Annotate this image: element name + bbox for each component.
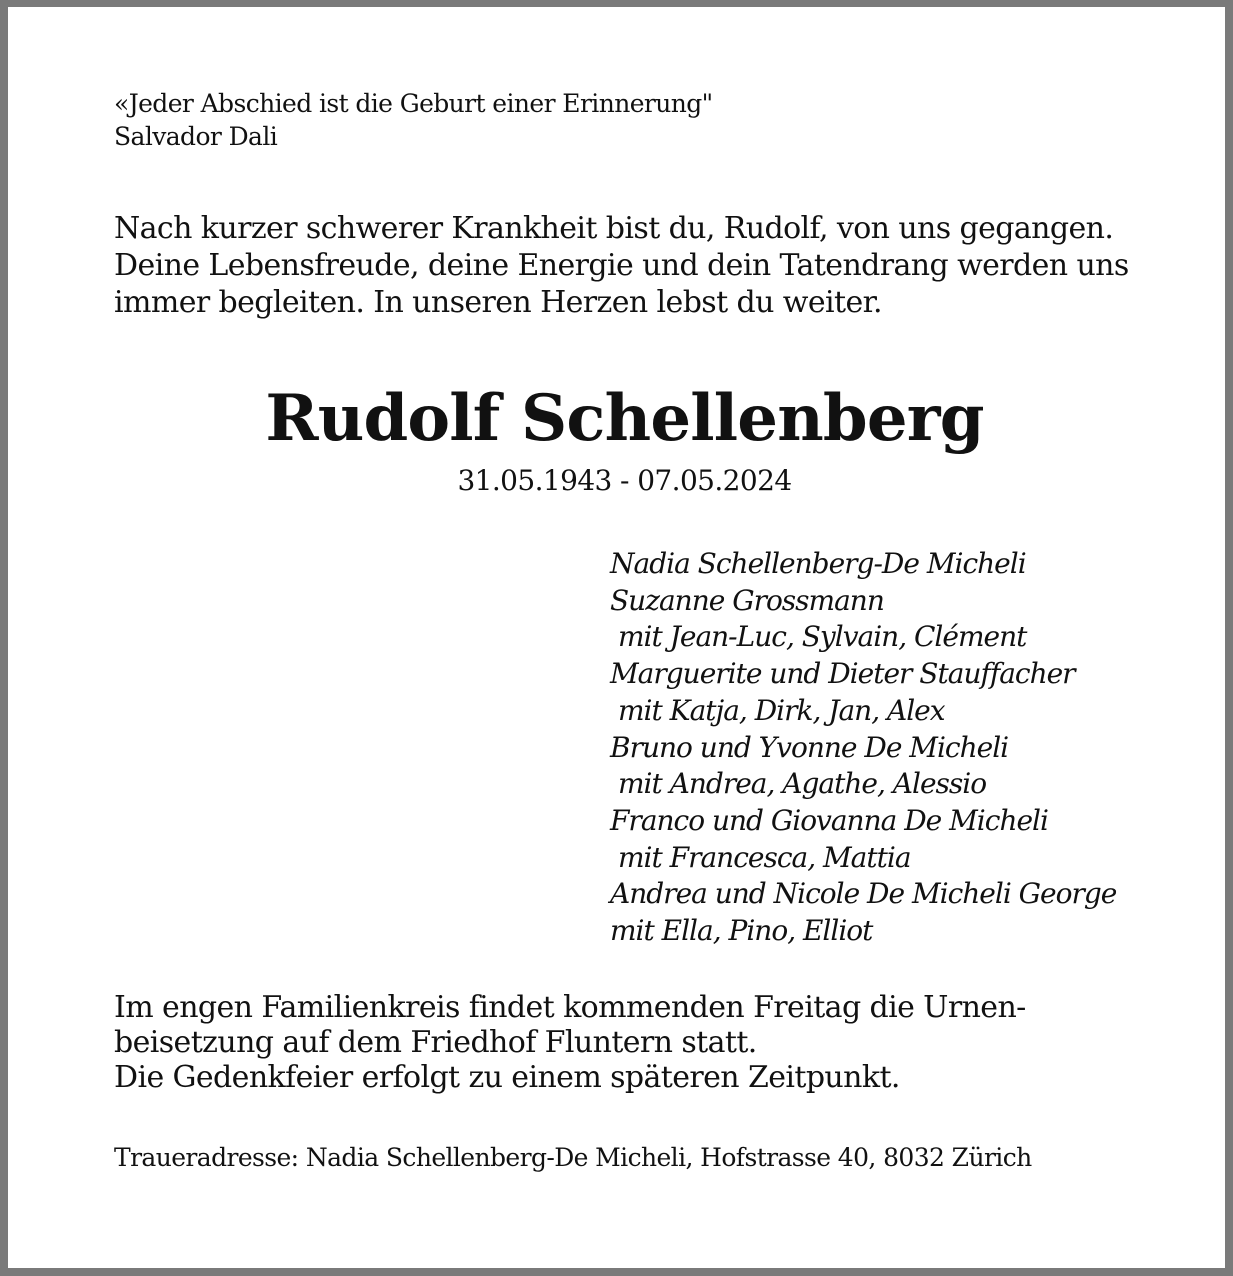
intro-line: Deine Lebensfreude, deine Energie und dein Tatendrang werden uns	[114, 248, 1129, 283]
mourning-address: Traueradresse: Nadia Schellenberg-De Micheli, Hofstrasse 40, 8032 Zürich	[114, 1143, 1032, 1172]
service-line: Im engen Familienkreis findet kommenden Freitag die Urnen-	[114, 990, 1026, 1025]
mourner-children-line: mit Katja, Dirk, Jan, Alex	[618, 693, 945, 727]
mourner-line: Andrea und Nicole De Micheli George	[610, 877, 1117, 911]
mourner-line: Marguerite und Dieter Stauffacher	[610, 657, 1075, 691]
life-dates: 31.05.1943 - 07.05.2024	[457, 464, 792, 497]
mourner-line: Suzanne Grossmann	[610, 583, 884, 617]
mourner-children-line: mit Francesca, Mattia	[618, 840, 911, 874]
service-line: beisetzung auf dem Friedhof Fluntern statt.	[114, 1025, 757, 1060]
service-line: Die Gedenkfeier erfolgt zu einem späteren Zeitpunkt.	[114, 1060, 900, 1095]
quote-block	[114, 87, 713, 153]
intro-line: immer begleiten. In unseren Herzen lebst du weiter.	[114, 285, 882, 320]
intro-line: Nach kurzer schwerer Krankheit bist du, Rudolf, von uns gegangen.	[114, 211, 1114, 246]
quote-author: Salvador Dali	[114, 122, 278, 151]
mourner-children-line: mit Ella, Pino, Elliot	[610, 914, 873, 948]
mourners-list	[610, 546, 1116, 950]
mourner-children-line: mit Jean-Luc, Sylvain, Clément	[618, 620, 1027, 654]
deceased-name: Rudolf Schellenberg	[265, 381, 984, 456]
intro-paragraph	[114, 210, 1129, 321]
mourner-line: Franco und Giovanna De Micheli	[610, 803, 1048, 837]
mourner-line: Nadia Schellenberg-De Micheli	[610, 547, 1026, 580]
quote-text: «Jeder Abschied ist die Geburt einer Erinnerung"	[114, 89, 713, 118]
mourner-children-line: mit Andrea, Agathe, Alessio	[618, 767, 987, 801]
service-paragraph	[114, 990, 1026, 1095]
mourner-line: Bruno und Yvonne De Micheli	[610, 730, 1009, 764]
